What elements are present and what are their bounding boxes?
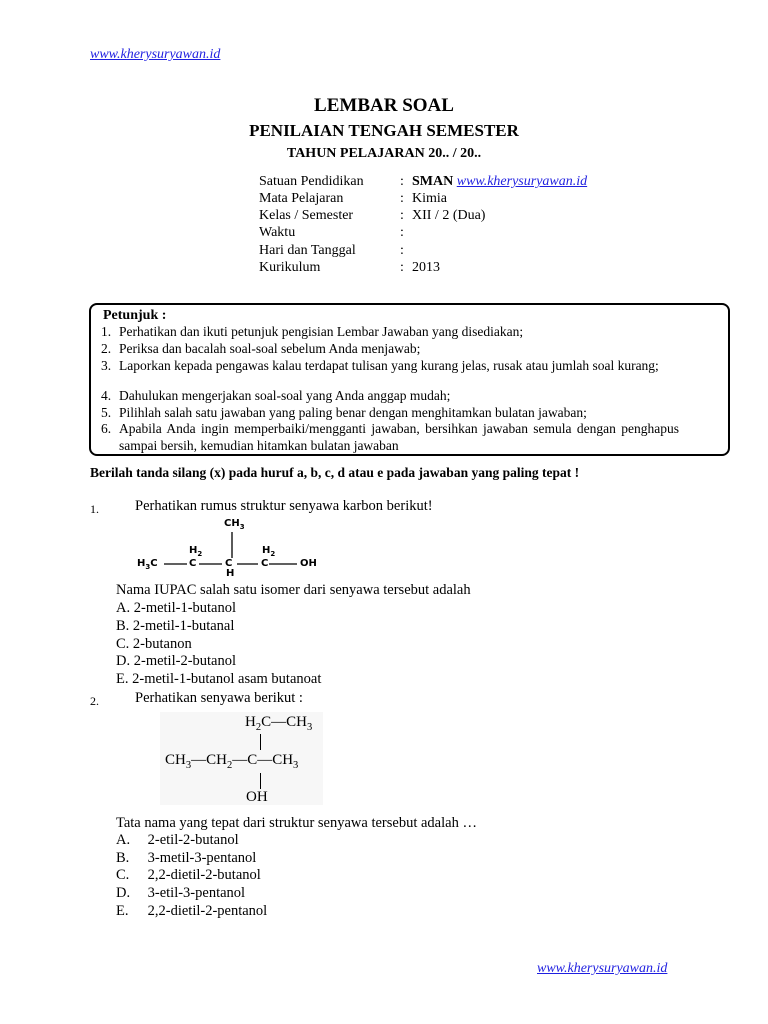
instruction-text: Apabila Anda ingin memperbaiki/mengganti jawaban, bersihkan jawaban semula dengan penghapus sampai bersih, kemudian hitamkan bulatan jawaban: [119, 421, 679, 453]
page-subtitle: PENILAIAN TENGAH SEMESTER: [249, 121, 519, 140]
option-letter: D.: [116, 653, 131, 669]
option-text: 2,2-dietil-2-pentanol: [147, 903, 268, 919]
info-label: Satuan Pendidikan: [259, 174, 364, 189]
school-prefix: SMAN: [412, 174, 454, 189]
question-number: 1.: [90, 502, 99, 516]
header-link[interactable]: www.kherysuryawan.id: [90, 47, 221, 62]
hydroxyl-group: OH: [300, 558, 317, 569]
instruction-text: Periksa dan bacalah soal-soal sebelum Anda menjawab;: [119, 341, 421, 356]
instruction-text: Perhatikan dan ikuti petunjuk pengisian Lembar Jawaban yang disediakan;: [119, 324, 524, 339]
main-chain: $CH_3—CH_2—C—CH_3$: [165, 752, 299, 771]
info-label: Hari dan Tanggal: [259, 243, 356, 258]
info-colon: :: [400, 191, 404, 206]
footer-link[interactable]: www.kherysuryawan.id: [537, 961, 668, 976]
answer-option[interactable]: [116, 903, 267, 920]
structure-formula-2: [160, 712, 323, 805]
instruction-number: 5.: [101, 405, 112, 420]
option-letter: B.: [116, 850, 130, 866]
info-colon: :: [400, 260, 404, 275]
option-letter: A.: [116, 600, 131, 616]
instruction-text: Laporkan kepada pengawas kalau terdapat tulisan yang kurang jelas, rusak atau jumlah soal kurang;: [119, 358, 659, 373]
instruction-text: Dahulukan mengerjakan soal-soal yang Anda anggap mudah;: [119, 388, 451, 403]
info-value: 2013: [412, 260, 440, 275]
instructions-heading: Petunjuk :: [103, 308, 167, 323]
option-text: 2-butanon: [132, 636, 192, 652]
instruction-number: 2.: [101, 341, 112, 356]
page-title: LEMBAR SOAL: [314, 95, 454, 116]
instruction-number: 1.: [101, 324, 112, 339]
answer-option[interactable]: [116, 850, 256, 867]
answer-option[interactable]: [116, 618, 234, 635]
info-label: Kelas / Semester: [259, 208, 354, 223]
info-value: Kimia: [412, 191, 447, 206]
info-label: Mata Pelajaran: [259, 191, 344, 206]
info-colon: :: [400, 225, 404, 240]
carbon-atom-2: C: [225, 558, 233, 569]
h2-label-right: $H_2$: [262, 545, 276, 558]
info-label: Kurikulum: [259, 260, 321, 275]
option-text: 2-metil-2-butanol: [133, 653, 237, 669]
info-colon: :: [400, 208, 404, 223]
answer-option[interactable]: [116, 600, 236, 617]
question-prompt: Perhatikan rumus struktur senyawa karbon berikut!: [135, 498, 433, 514]
bond-vertical-bottom: [260, 773, 261, 789]
instruction-number: 3.: [101, 358, 112, 373]
question-number: 2.: [90, 694, 99, 708]
option-letter: C.: [116, 867, 130, 883]
question-text: Nama IUPAC salah satu isomer dari senyawa tersebut adalah: [116, 582, 471, 598]
option-letter: E.: [116, 671, 129, 687]
hydroxyl-group: OH: [246, 789, 268, 805]
academic-year: TAHUN PELAJARAN 20.. / 20..: [286, 146, 482, 161]
option-text: 2-metil-1-butanol asam butanoat: [132, 671, 322, 687]
option-letter: E.: [116, 903, 129, 919]
instruction-number: 6.: [101, 421, 112, 436]
option-text: 3-etil-3-pentanol: [147, 885, 246, 901]
answer-option[interactable]: [116, 885, 245, 902]
instruction-text: Pilihlah salah satu jawaban yang paling benar dengan menghitamkan bulatan jawaban;: [119, 405, 587, 420]
methyl-group-top: $CH_3$: [224, 518, 245, 531]
instruction-number: 4.: [101, 388, 112, 403]
carbon-atom-1: C: [189, 558, 197, 569]
info-value: XII / 2 (Dua): [412, 208, 486, 223]
answer-option[interactable]: [116, 636, 192, 653]
h2-label-left: $H_2$: [189, 545, 203, 558]
option-text: 2-metil-1-butanal: [132, 618, 235, 634]
answer-option[interactable]: [116, 832, 239, 849]
option-letter: D.: [116, 885, 131, 901]
option-text: 2-etil-2-butanol: [147, 832, 239, 848]
option-text: 3-metil-3-pentanol: [147, 850, 257, 866]
hydrogen-bottom: H: [226, 568, 235, 579]
question-text: Tata nama yang tepat dari struktur senyawa tersebut adalah …: [116, 815, 477, 831]
answer-option[interactable]: [116, 653, 236, 670]
info-label: Waktu: [259, 225, 296, 240]
answer-option[interactable]: [116, 671, 321, 688]
option-letter: B.: [116, 618, 130, 634]
question-prompt: Perhatikan senyawa berikut :: [135, 690, 303, 706]
bond-vertical-top: [260, 734, 261, 750]
option-letter: A.: [116, 832, 131, 848]
ethyl-branch: $H_2C—CH_3$: [245, 714, 313, 733]
methyl-group-left: $H_3C$: [137, 558, 158, 571]
option-text: 2-metil-1-butanol: [133, 600, 237, 616]
info-colon: :: [400, 174, 404, 189]
school-link[interactable]: www.kherysuryawan.id: [456, 174, 588, 189]
answer-option[interactable]: [116, 867, 261, 884]
option-text: 2,2-dietil-2-butanol: [147, 867, 261, 883]
carbon-atom-3: C: [261, 558, 269, 569]
option-letter: C.: [116, 636, 130, 652]
answer-directive: Berilah tanda silang (x) pada huruf a, b, c, d atau e pada jawaban yang paling tepat !: [90, 465, 580, 480]
info-colon: :: [400, 243, 404, 258]
